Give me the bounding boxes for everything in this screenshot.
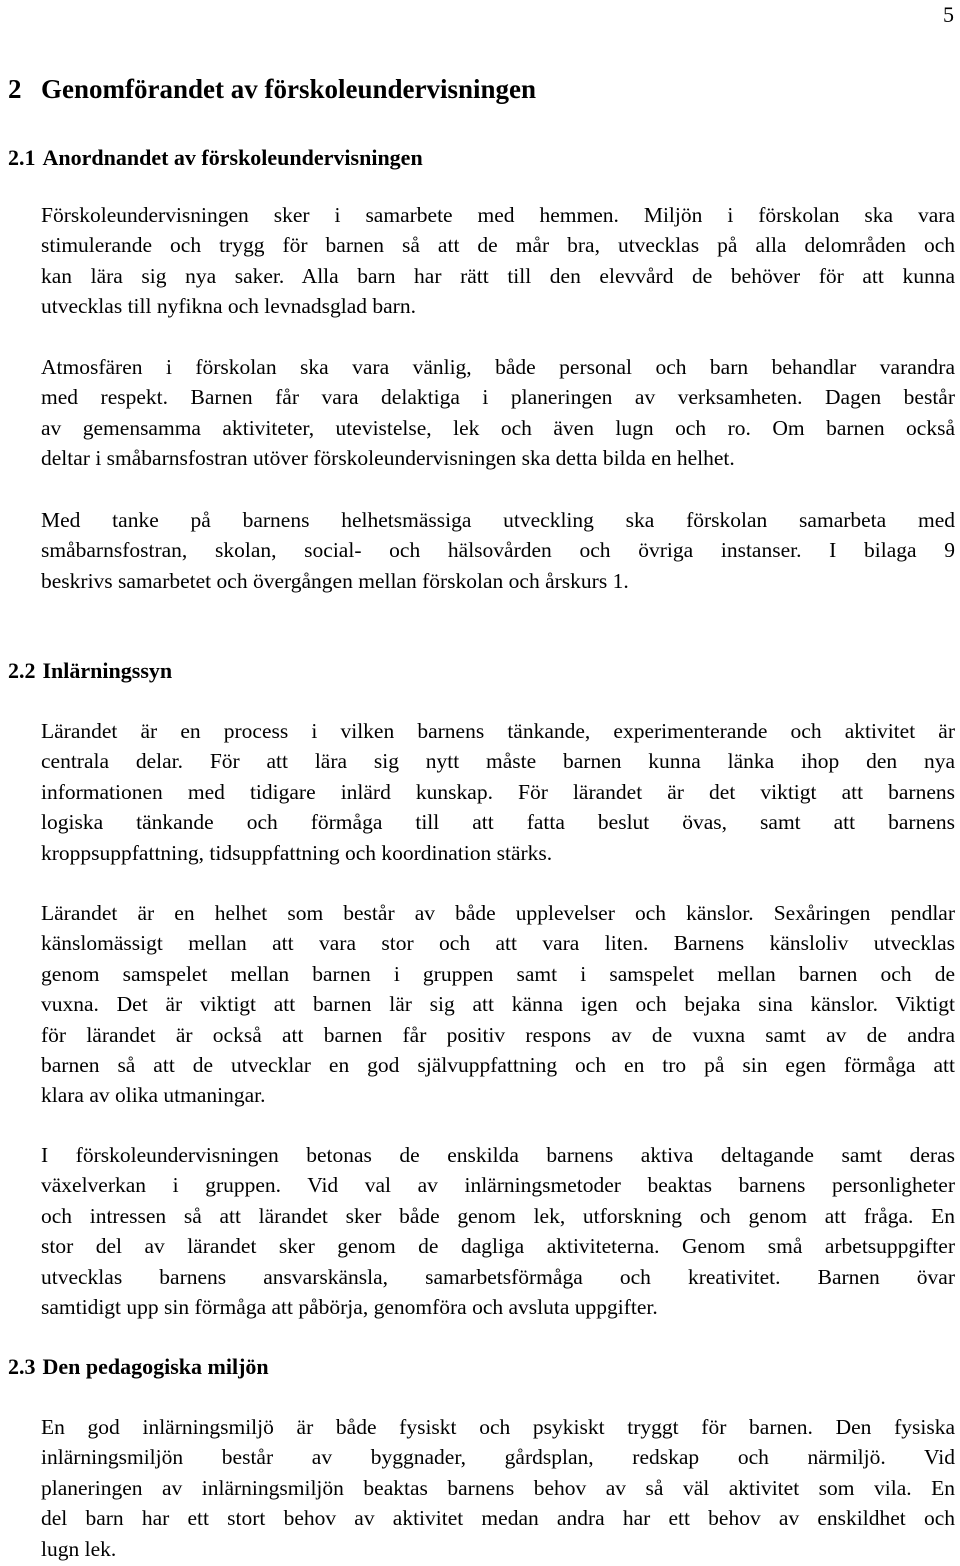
section-title: Inlärningssyn	[42, 658, 173, 683]
paragraph-line: stor del av lärandet sker genom de dagliga aktiviteterna. Genom små arbetsuppgifter	[41, 1234, 955, 1259]
section-number: 2.1	[8, 145, 36, 170]
paragraph-line: lugn lek.	[41, 1536, 117, 1561]
paragraph-line: barnen så att de utvecklar en god självuppfattning och en tro på sin egen förmåga att	[41, 1053, 955, 1078]
paragraph-line: stimulerande och trygg för barnen så att de mår bra, utvecklas på alla delområden och	[41, 233, 955, 258]
paragraph-line: Lärandet är en helhet som består av både upplevelser och känslor. Sexåringen pendlar	[41, 901, 955, 925]
paragraph-line: utvecklas till nyfikna och levnadsglad barn.	[41, 294, 416, 319]
paragraph	[41, 898, 955, 1111]
section-heading-2-2	[8, 658, 172, 684]
paragraph-line: Lärandet är en process i vilken barnens tänkande, experimenterande och aktivitet är	[41, 719, 955, 743]
section-number: 2.3	[8, 1354, 36, 1379]
chapter-heading	[8, 74, 536, 105]
paragraph-line: I förskoleundervisningen betonas de enskilda barnens aktiva deltagande samt deras	[41, 1143, 955, 1167]
paragraph-line: informationen med tidigare inlärd kunskap. För lärandet är det viktigt att barnens	[41, 779, 955, 804]
paragraph-line: centrala delar. För att lära sig nytt måste barnen kunna länka ihop den nya	[41, 749, 955, 774]
paragraph-line: planeringen av inlärningsmiljön beaktas barnens behov av så väl aktivitet som vila. En	[41, 1475, 955, 1500]
paragraph-line: Atmosfären i förskolan ska vara vänlig, både personal och barn behandlar varandra	[41, 355, 955, 379]
chapter-title: Genomförandet av förskoleundervisningen	[41, 74, 537, 104]
paragraph-line: vuxna. Det är viktigt att barnen lär sig att känna igen och bejaka sina känslor. Viktigt	[41, 992, 955, 1017]
paragraph-line: känslomässigt mellan att vara stor och att vara liten. Barnens känsloliv utvecklas	[41, 931, 955, 956]
section-heading-2-1	[8, 145, 423, 171]
paragraph-line: och intressen så att lärandet sker både genom lek, utforskning och genom att fråga. En	[41, 1203, 955, 1228]
paragraph-line: för lärandet är också att barnen får positiv respons av de vuxna samt av de andra	[41, 1022, 955, 1047]
paragraph-line: samtidigt upp sin förmåga att påbörja, genomföra och avsluta uppgifter.	[41, 1295, 658, 1320]
paragraph-line: deltar i småbarnsfostran utöver förskoleundervisningen ska detta bilda en helhet.	[41, 446, 735, 471]
paragraph-line: En god inlärningsmiljö är både fysiskt och psykiskt tryggt för barnen. Den fysiska	[41, 1415, 955, 1439]
paragraph	[41, 200, 955, 322]
paragraph	[41, 1140, 955, 1322]
section-number: 2.2	[8, 658, 36, 683]
paragraph-line: del barn har ett stort behov av aktivitet medan andra har ett behov av enskildhet och	[41, 1506, 955, 1531]
paragraph	[41, 1412, 955, 1564]
paragraph-line: inlärningsmiljön består av byggnader, gårdsplan, redskap och närmiljö. Vid	[41, 1445, 955, 1470]
section-title: Anordnandet av förskoleundervisningen	[42, 145, 423, 170]
page-number: 5	[943, 2, 954, 27]
paragraph-line: logiska tänkande och förmåga till att fatta beslut övas, samt att barnens	[41, 810, 955, 835]
paragraph-line: kan lära sig nya saker. Alla barn har rätt till den elevvård de behöver för att kunna	[41, 263, 955, 288]
paragraph-line: småbarnsfostran, skolan, social- och hälsovården och övriga instanser. I bilaga 9	[41, 538, 955, 563]
section-heading-2-3	[8, 1354, 269, 1380]
paragraph-line: Med tanke på barnens helhetsmässiga utveckling ska förskolan samarbeta med	[41, 508, 955, 532]
paragraph-line: växelverkan i gruppen. Vid val av inlärningsmetoder beaktas barnens personligheter	[41, 1173, 955, 1198]
paragraph-line: klara av olika utmaningar.	[41, 1083, 266, 1108]
paragraph-line: genom samspelet mellan barnen i gruppen samt i samspelet mellan barnen och de	[41, 961, 955, 986]
paragraph-line: utvecklas barnens ansvarskänsla, samarbetsförmåga och kreativitet. Barnen övar	[41, 1264, 955, 1289]
paragraph	[41, 716, 955, 868]
section-title: Den pedagogiska miljön	[42, 1354, 269, 1379]
paragraph-line: med respekt. Barnen får vara delaktiga i planeringen av verksamheten. Dagen består	[41, 385, 955, 410]
paragraph-line: Förskoleundervisningen sker i samarbete med hemmen. Miljön i förskolan ska vara	[41, 203, 955, 227]
paragraph-line: kroppsuppfattning, tidsuppfattning och koordination stärks.	[41, 840, 553, 865]
chapter-number: 2	[8, 74, 22, 104]
paragraph	[41, 352, 955, 474]
paragraph-line: beskrivs samarbetet och övergången mellan förskolan och årskurs 1.	[41, 568, 629, 593]
paragraph-line: av gemensamma aktiviteter, utevistelse, lek och även lugn och ro. Om barnen också	[41, 415, 955, 440]
paragraph	[41, 505, 955, 596]
